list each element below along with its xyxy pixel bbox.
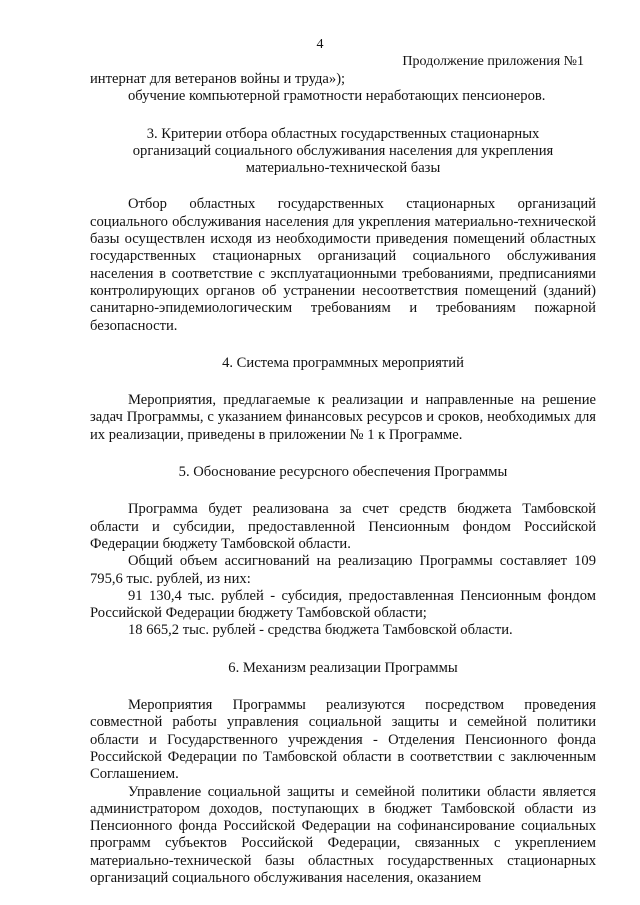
spacer xyxy=(90,444,596,464)
spacer xyxy=(90,640,596,660)
spacer xyxy=(90,677,596,697)
section-heading-line: 3. Критерии отбора областных государственных стационарных xyxy=(146,125,540,142)
section-heading-line: организаций социального обслуживания населения для укрепления xyxy=(132,142,554,159)
appendix-continuation-note: Продолжение приложения №1 xyxy=(402,54,584,69)
section-6-heading: 6. Механизм реализации Программы xyxy=(228,659,458,676)
document-body xyxy=(90,71,596,887)
section-6-paragraph: Мероприятия Программы реализуются посредством проведения совместной работы управления социальной защиты и семейной политики области и Государственного учреждения - Отделения Пенсионного фонда Российской Федерации по Тамбовской области в соответствии с заключенным Соглашением. xyxy=(90,697,596,783)
page-number: 4 xyxy=(316,37,324,52)
section-5-paragraph: Общий объем ассигнований на реализацию Программы составляет 109 795,6 тыс. рублей, из них: xyxy=(90,553,596,587)
section-heading-line: материально-технической базы xyxy=(245,160,441,177)
section-4-heading: 4. Система программных мероприятий xyxy=(222,354,464,371)
section-6-paragraph: Управление социальной защиты и семейной политики области является администратором доходов, поступающих в бюджет Тамбовской области из Пенсионного фонда Российской Федерации на софинансирование социальных программ субъектов Российской Федерации, связанных с укреплением материально-технической базы областных государственных стационарных организаций социального обслуживания населения, оказанием xyxy=(90,783,596,886)
section-5-paragraph: 18 665,2 тыс. рублей - средства бюджета Тамбовской области. xyxy=(128,622,513,639)
section-5-paragraph: 91 130,4 тыс. рублей - субсидия, предоставленная Пенсионным фондом Российской Федерации бюджету Тамбовской области; xyxy=(90,587,596,622)
intro-line: интернат для ветеранов войны и труда»); xyxy=(90,71,346,87)
spacer xyxy=(90,335,596,355)
section-5-paragraph: Программа будет реализована за счет средств бюджета Тамбовской области и субсидии, предоставленной Пенсионным фондом Российской Федерации бюджету Тамбовской области. xyxy=(90,501,596,552)
section-3-paragraph: Отбор областных государственных стационарных организаций социального обслуживания населения для укрепления материально-технической базы осуществлен исходя из необходимости приведения помещений областных государственных стационарных организаций социального обслуживания населения в соответствие с эксплуатационными требованиями, предписаниями контролирующих органов об устранении несоответствия помещений (зданий) санитарно-эпидемиологическим требованиям и требованиям пожарной безопасности. xyxy=(90,196,596,334)
section-4-paragraph: Мероприятия, предлагаемые к реализации и направленные на решение задач Программы, с указанием финансовых ресурсов и сроков, необходимых для их реализации, приведены в приложении № 1 к Программе. xyxy=(90,392,596,443)
section-5-heading: 5. Обоснование ресурсного обеспечения Программы xyxy=(178,464,508,481)
section-3-heading xyxy=(90,126,596,178)
spacer xyxy=(90,177,596,196)
spacer xyxy=(90,481,596,501)
spacer xyxy=(90,106,596,126)
intro-line: обучение компьютерной грамотности неработающих пенсионеров. xyxy=(128,88,546,105)
spacer xyxy=(90,372,596,392)
